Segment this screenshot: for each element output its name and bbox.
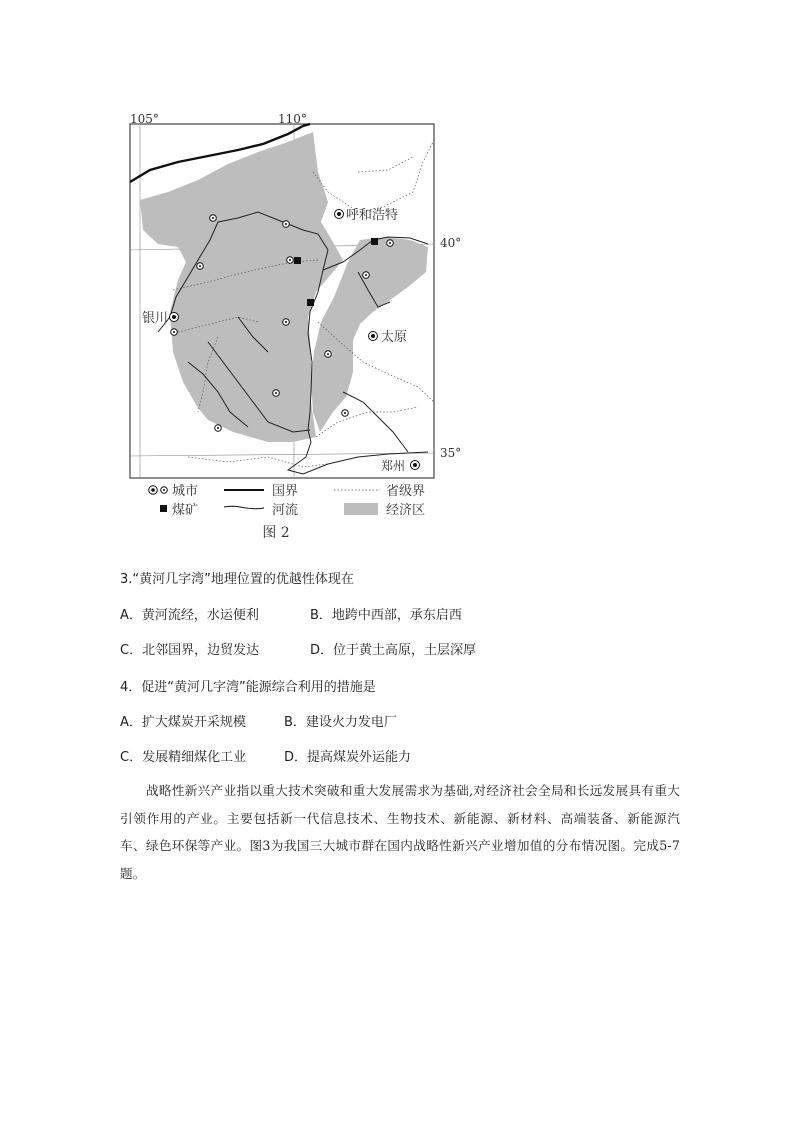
- city-marker: [210, 215, 217, 222]
- intro-paragraph: 战略性新兴产业指以重大技术突破和重大发展需求为基础,对经济社会全局和长远发展具有重大引领作用的产业。主要包括新一代信息技术、生物技术、新能源、新材料、高端装备、新能源汽车、绿色环保等产业。图3为我国三大城市群在国内战略性新兴产业增加值的分布情况图。完成5-7题。: [120, 783, 680, 881]
- lat-35-line: [130, 453, 434, 456]
- city-marker: [283, 319, 290, 326]
- question-3-option-b: B．地跨中西部，承东启西: [310, 608, 462, 623]
- map-legend: [138, 480, 458, 524]
- legend-city-icon: [149, 486, 168, 495]
- lng-110-label: 110°: [278, 112, 307, 126]
- coal-mine-marker: [307, 299, 314, 306]
- capital-taiyuan-marker: [369, 332, 378, 341]
- capital-yinchuan-marker: [170, 313, 179, 322]
- question-4-option-a: A．扩大煤炭开采规模: [120, 715, 246, 730]
- city-marker: [197, 263, 204, 270]
- question-4-option-b: B．建设火力发电厂: [284, 715, 397, 730]
- yinchuan-label: 银川: [142, 311, 169, 326]
- legend-coal-icon: [160, 505, 167, 512]
- city-marker: [171, 329, 178, 336]
- legend-coal-label: 煤矿: [172, 503, 199, 518]
- figure-caption: 图 2: [262, 525, 290, 541]
- legend-city-label: 城市: [172, 484, 199, 499]
- capital-zhengzhou-marker: [411, 461, 420, 470]
- map-figure: [128, 112, 468, 544]
- hohhot-label: 呼和浩特: [346, 208, 399, 223]
- question-4-option-c: C．发展精细煤化工业: [120, 750, 247, 765]
- zhengzhou-label: 郑州: [381, 459, 406, 473]
- legend-zone-label: 经济区: [386, 503, 426, 518]
- question-4-option-d: D．提高煤炭外运能力: [284, 750, 412, 765]
- city-marker: [342, 410, 349, 417]
- question-3-option-c: C．北邻国界，边贸发达: [120, 643, 260, 658]
- coal-mine-marker: [294, 257, 301, 264]
- legend-river-label: 河流: [272, 503, 299, 518]
- lng-105-label: 105°: [130, 112, 159, 126]
- taiyuan-label: 太原: [381, 330, 408, 345]
- city-marker: [215, 425, 222, 432]
- lat-40-label: 40°: [440, 236, 462, 250]
- legend-border-label: 国界: [272, 484, 299, 499]
- city-marker: [363, 272, 370, 279]
- capital-hohhot-marker: [335, 210, 344, 219]
- legend-province-label: 省级界: [386, 484, 426, 499]
- question-4-stem: 4．促进“黄河几字湾”能源综合利用的措施是: [120, 680, 376, 695]
- lat-35-label: 35°: [440, 446, 462, 460]
- city-marker: [387, 240, 394, 247]
- question-3-stem: 3.“黄河几字湾”地理位置的优越性体现在: [120, 572, 354, 587]
- coal-mine-marker: [371, 238, 378, 245]
- city-marker: [273, 390, 280, 397]
- legend-river-icon: [224, 506, 264, 509]
- city-marker: [283, 221, 290, 228]
- question-3-option-a: A．黄河流经，水运便利: [120, 608, 259, 623]
- city-marker: [325, 351, 332, 358]
- question-3-option-d: D．位于黄土高原，土层深厚: [310, 643, 477, 658]
- city-marker: [287, 257, 294, 264]
- legend-zone-icon: [344, 503, 378, 515]
